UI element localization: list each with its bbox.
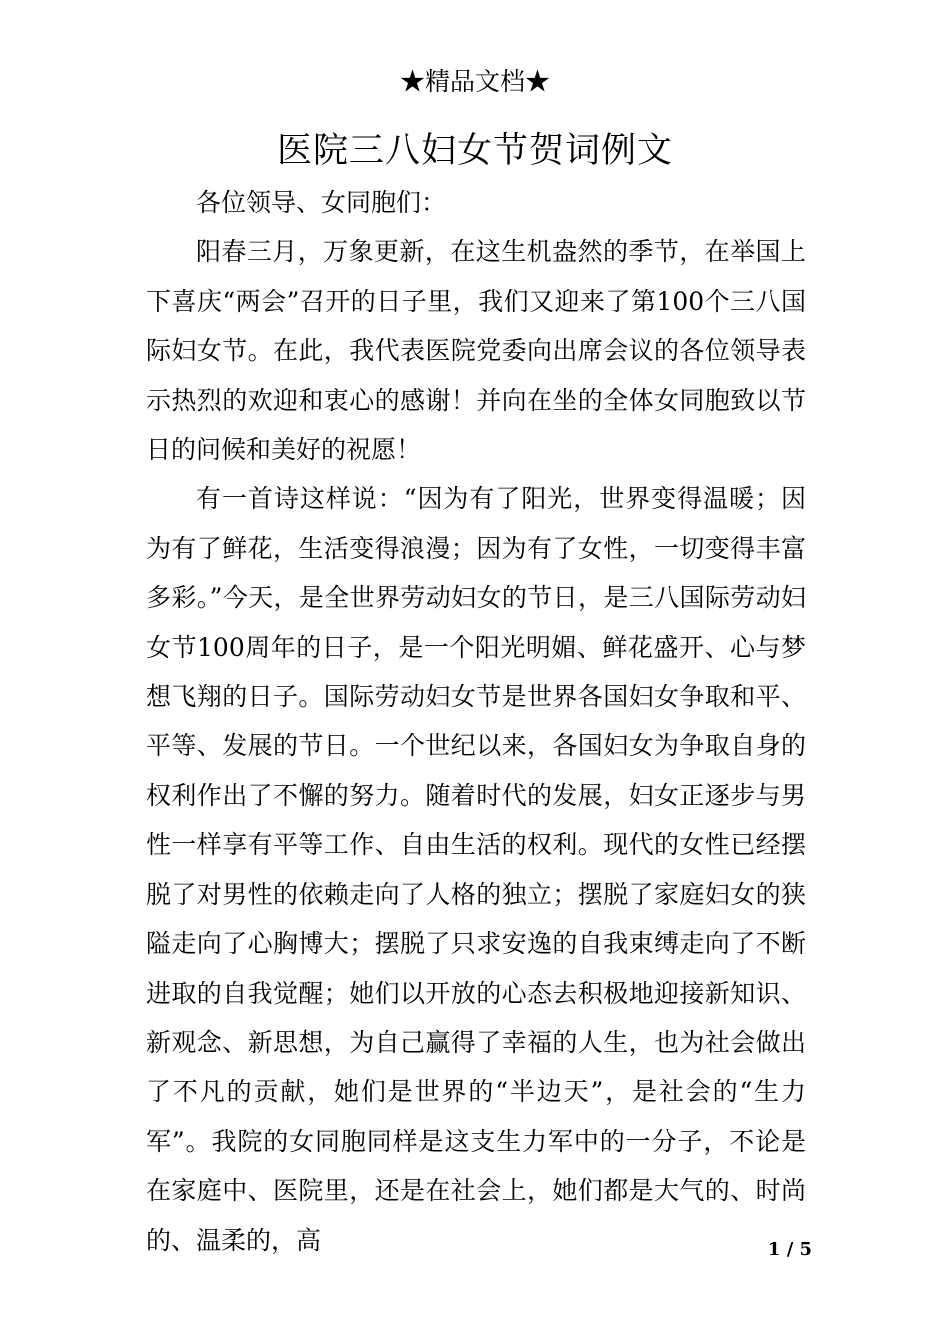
document-title: 医院三八妇女节贺词例文 <box>276 131 673 171</box>
salutation-paragraph: 各位领导、女同胞们： <box>196 188 447 217</box>
body-paragraph-1: 阳春三月，万象更新，在这生机盎然的季节，在举国上下喜庆“两会”召开的日子里，我们又迎来了第100个三八国际妇女节。在此，我代表医院党委向出席会议的各位领导表示热烈的欢迎和衷心的感谢！并向在坐的全体女同胞致以节日的问候和美好的祝愿！ <box>146 237 806 465</box>
document-header-label: ★精品文档★ <box>399 67 550 96</box>
document-body <box>146 178 806 1265</box>
page-number: 1 / 5 <box>767 1239 813 1260</box>
body-paragraph-2: 有一首诗这样说：“因为有了阳光，世界变得温暖；因为有了鲜花，生活变得浪漫；因为有了女性，一切变得丰富多彩。”今天，是全世界劳动妇女的节日，是三八国际劳动妇女节100周年的日子，是一个阳光明媚、鲜花盛开、心与梦想飞翔的日子。国际劳动妇女节是世界各国妇女争取和平、平等、发展的节日。一个世纪以来，各国妇女为争取自身的权利作出了不懈的努力。随着时代的发展，妇女正逐步与男性一样享有平等工作、自由生活的权利。现代的女性已经摆脱了对男性的依赖走向了人格的独立；摆脱了家庭妇女的狭隘走向了心胸博大；摆脱了只求安逸的自我束缚走向了不断进取的自我觉醒；她们以开放的心态去积极地迎接新知识、新观念、新思想，为自己赢得了幸福的人生，也为社会做出了不凡的贡献，她们是世界的“半边天”，是社会的“生力军”。我院的女同胞同样是这支生力军中的一分子，不论是在家庭中、医院里，还是在社会上，她们都是大气的、时尚的、温柔的，高 <box>146 484 806 1255</box>
